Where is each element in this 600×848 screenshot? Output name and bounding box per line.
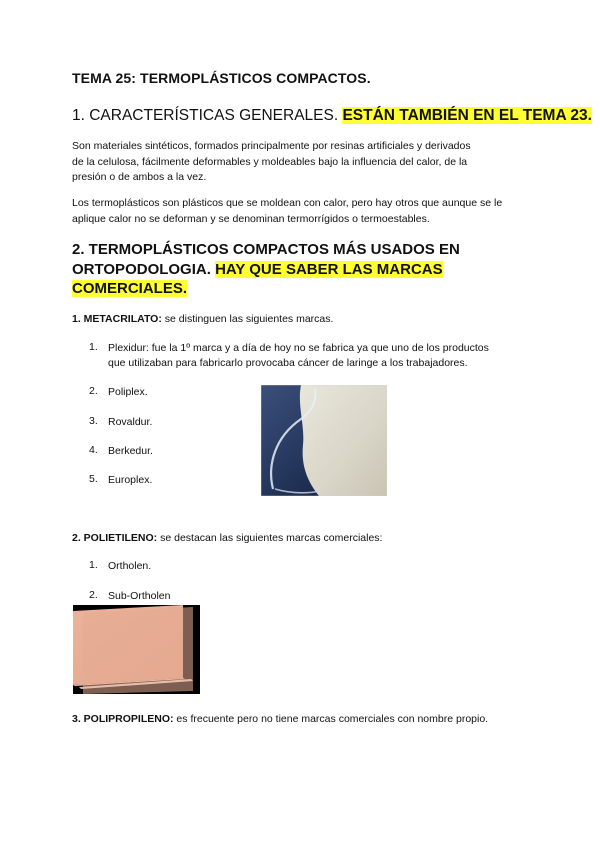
polietileno-board-image: [73, 605, 200, 694]
list-item-number: 2.: [89, 589, 98, 601]
polietileno-text: se destacan las siguientes marcas comerciales:: [157, 532, 383, 544]
section2-heading-text: ORTOPODOLOGIA.: [72, 260, 211, 278]
list-item-number: 1.: [89, 559, 98, 571]
list-item-text: Berkedur.: [108, 445, 153, 457]
section1-paragraph-2: [72, 196, 542, 227]
polietileno-heading: [72, 532, 382, 544]
polietileno-label: 2. POLIETILENO:: [72, 532, 158, 544]
section1-heading: [72, 107, 592, 125]
polipropileno-text: es frecuente pero no tiene marcas comerciales con nombre propio.: [173, 713, 489, 725]
metacrilato-sheet-image: [261, 385, 387, 496]
list-item-text: Ortholen.: [108, 560, 152, 572]
metacrilato-heading: [72, 313, 333, 325]
polietileno-board-drawing: [73, 605, 200, 694]
list-item-text: Sub-Ortholen: [108, 590, 171, 602]
list-item-line: Plexidur: fue la 1º marca y a día de hoy no se fabrica ya que uno de los productos: [108, 342, 489, 354]
list-item-text: Europlex.: [108, 474, 153, 486]
paragraph-line: aplique calor no se deforman y se denominan termorrígidos o termoestables.: [72, 212, 430, 225]
list-item-text: Poliplex.: [108, 386, 148, 398]
section1-heading-highlight: ESTÁN TAMBIÉN EN EL TEMA 23.: [342, 107, 592, 124]
polipropileno-heading: [72, 713, 488, 725]
polipropileno-label: 3. POLIPROPILENO:: [72, 713, 174, 725]
list-item-line: que utilizaban para fabricarlo provocaba cáncer de laringe a los trabajadores.: [108, 357, 468, 369]
metacrilato-text: se distinguen las siguientes marcas.: [161, 313, 334, 325]
section1-heading-text: 1. CARACTERÍSTICAS GENERALES.: [72, 107, 339, 124]
list-item-number: 2.: [89, 385, 98, 397]
metacrilato-sheet-drawing: [261, 385, 387, 496]
paragraph-line: presión o de ambos a la vez.: [72, 171, 207, 183]
section2-heading-line: [72, 260, 542, 280]
section2-heading-line: 2. TERMOPLÁSTICOS COMPACTOS MÁS USADOS EN: [72, 241, 460, 258]
section2-heading: [72, 240, 542, 299]
list-item-text: Rovaldur.: [108, 416, 153, 428]
list-item-number: 4.: [89, 444, 98, 456]
list-item-text: [108, 341, 489, 371]
paragraph-line: Los termoplásticos son plásticos que se moldean con calor, pero hay otros que aunque se le: [72, 197, 503, 209]
section2-heading-highlight: HAY QUE SABER LAS MARCAS: [215, 260, 443, 278]
paragraph-line: Son materiales sintéticos, formados principalmente por resinas artificiales y derivados: [72, 140, 471, 152]
section1-paragraph-1: [72, 139, 542, 186]
metacrilato-label: 1. METACRILATO:: [72, 313, 162, 325]
list-item-number: 3.: [89, 415, 98, 427]
list-item-number: 1.: [89, 341, 98, 353]
section2-heading-line: [72, 279, 542, 299]
page-title: TEMA 25: TERMOPLÁSTICOS COMPACTOS.: [72, 70, 371, 86]
section2-heading-highlight: COMERCIALES.: [72, 280, 188, 297]
paragraph-line: de la celulosa, fácilmente deformables y moldeables bajo la influencia del calor, de la: [72, 155, 468, 168]
list-item-number: 5.: [89, 473, 98, 485]
